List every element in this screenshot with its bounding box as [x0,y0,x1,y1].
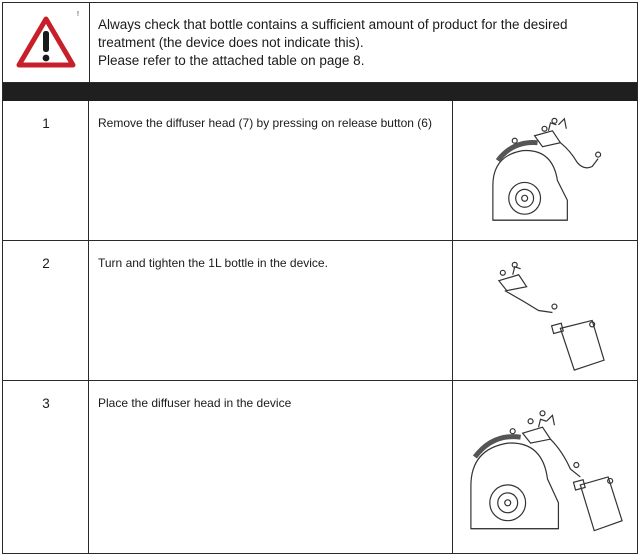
step-row-2 [3,241,637,381]
step-illustration-cell [452,101,637,240]
step-row-1 [3,101,637,241]
step-number: 2 [42,256,50,271]
warning-line-2: treatment (the device does not indicate this). [98,35,364,50]
warning-icon-cell [3,3,90,83]
assembly-illustration [453,381,637,553]
step-number-cell [3,381,89,553]
step-number-cell [3,241,89,380]
warning-line-1: Always check that bottle contains a sufficient amount of product for the desired [98,17,568,32]
warning-line-3: Please refer to the attached table on page 8. [98,53,365,68]
step-number: 3 [42,396,50,411]
table-header-bar [3,83,637,101]
step-number: 1 [42,116,50,131]
step-instruction: Place the diffuser head in the device [98,396,292,410]
step-illustration-cell [452,381,637,553]
instruction-document [2,2,638,554]
warning-row [3,3,637,83]
step-instruction: Remove the diffuser head (7) by pressing on release button (6) [98,116,432,130]
step-row-3 [3,381,637,553]
step-instruction: Turn and tighten the 1L bottle in the device. [98,256,328,270]
device-illustration [453,101,637,240]
step-number-cell [3,101,89,240]
bottle-illustration [453,241,637,380]
warning-text [98,16,618,70]
tiny-mark: ! [77,11,79,18]
step-illustration-cell [452,241,637,380]
